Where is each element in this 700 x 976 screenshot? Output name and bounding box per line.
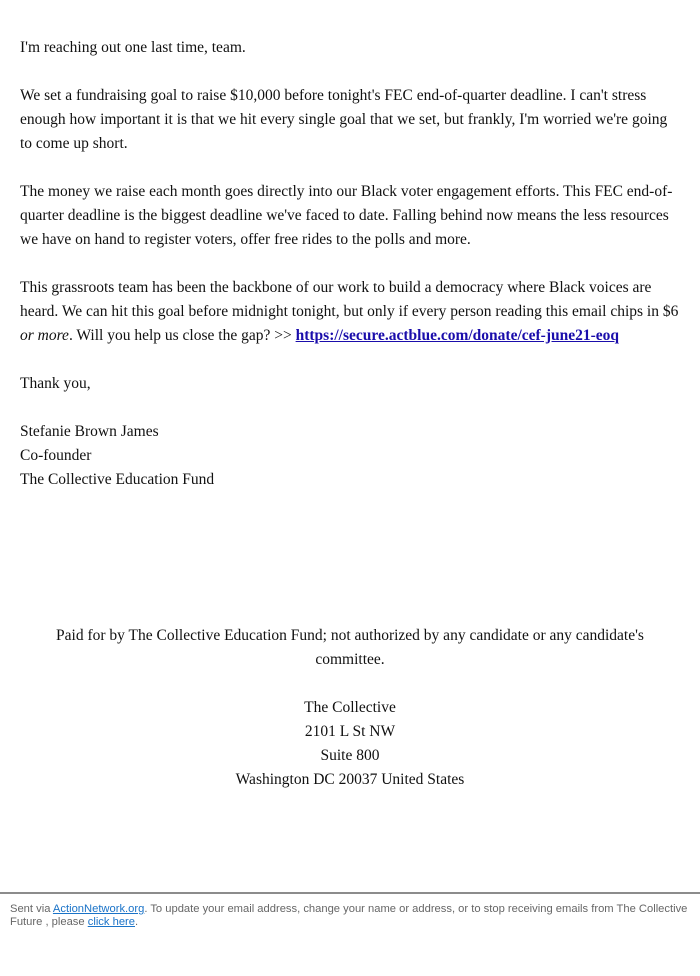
mailing-address — [20, 696, 680, 792]
ask-emphasis: or more — [20, 327, 69, 344]
address-line: The Collective — [304, 699, 396, 716]
greeting-text: I'm reaching out one last time, team. — [20, 39, 246, 56]
paragraph-engagement: The money we raise each month goes directly into our Black voter engagement efforts. This FEC end-of-quarter deadline is the biggest deadline we've faced to date. Falling behind now means the less resources we have on hand to register voters, offer free rides to the polls and more. — [20, 183, 673, 248]
address-line: Washington DC 20037 United States — [235, 771, 465, 788]
address-line: 2101 L St NW — [304, 723, 396, 740]
ask-text-start: This grassroots team has been the backbone of our work to build a democracy where Black voices are heard. We can hit this goal before midnight tonight, but only if every person reading this email chips in $6 — [20, 279, 679, 320]
footer-suffix: . — [135, 916, 139, 928]
signature-title: Co-founder — [20, 447, 92, 464]
actionnetwork-link[interactable]: ActionNetwork.org — [52, 903, 145, 915]
donate-link[interactable]: https://secure.actblue.com/donate/cef-june21-eoq — [295, 327, 620, 344]
closing-text: Thank you, — [20, 375, 91, 392]
footer-middle: . To update your email address, change your name or address, or to stop receiving emails from The Collective Future , please — [10, 903, 688, 928]
email-footer — [10, 903, 690, 929]
signature-organization: The Collective Education Fund — [20, 471, 215, 488]
address-line: Suite 800 — [320, 747, 380, 764]
signature-name: Stefanie Brown James — [20, 423, 159, 440]
footer-divider — [0, 892, 700, 894]
ask-text-end: . Will you help us close the gap? >> — [68, 327, 296, 344]
footer-prefix: Sent via — [10, 903, 53, 915]
unsubscribe-click-here-link[interactable]: click here — [87, 916, 135, 928]
paragraph-ask — [20, 276, 682, 348]
paid-for-disclaimer — [20, 624, 680, 792]
paragraph-goal: We set a fundraising goal to raise $10,000 before tonight's FEC end-of-quarter deadline. I can't stress enough how important it is that we hit every single goal that we set, but frankly, I'm worried we're going to come up short. — [20, 87, 668, 152]
email-body — [20, 36, 682, 492]
disclaimer-text: Paid for by The Collective Education Fund; not authorized by any candidate or any candidate's committee. — [56, 627, 644, 668]
